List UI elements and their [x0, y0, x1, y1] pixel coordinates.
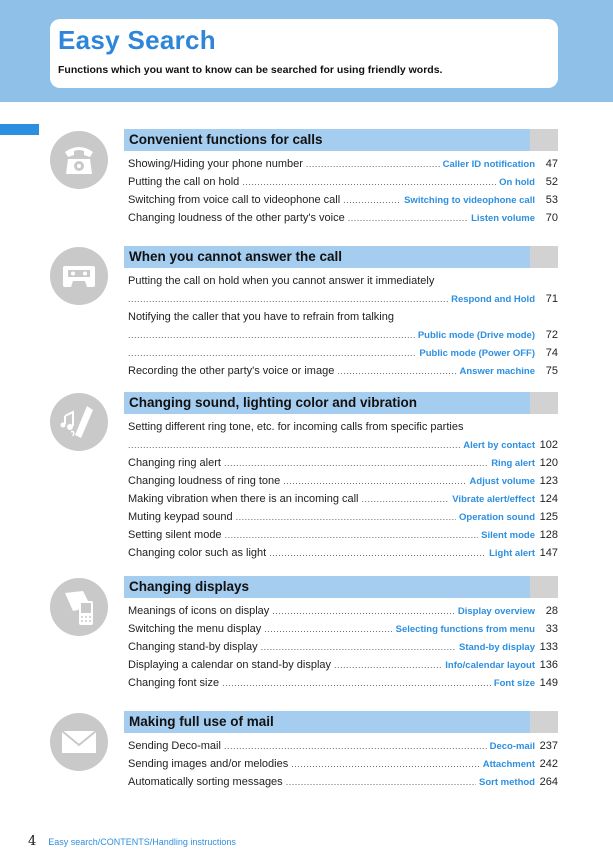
list-item-heading: Notifying the caller that you have to refrain from talking: [128, 311, 394, 323]
list-item[interactable]: Switching the menu display ..... Selecting functions from menu 33: [128, 620, 558, 638]
list-item[interactable]: Changing loudness of the other party's voice ..... Listen volume 70: [128, 209, 558, 227]
list-item[interactable]: Changing color such as light ..... Light alert 147: [128, 544, 558, 562]
list-item[interactable]: Setting silent mode ..... Silent mode 128: [128, 526, 558, 544]
list-item[interactable]: ..... Public mode (Power OFF) 74: [128, 344, 558, 362]
footer-text[interactable]: Easy search/CONTENTS/Handling instructions: [48, 837, 236, 847]
list-item[interactable]: Making vibration when there is an incoming call ..... Vibrate alert/effect 124: [128, 490, 558, 508]
list-item[interactable]: Changing stand-by display ..... Stand-by display 133: [128, 638, 558, 656]
phone-display-icon: [50, 578, 108, 636]
section-header: Making full use of mail: [124, 711, 558, 733]
list-item[interactable]: Switching from voice call to videophone call ..... Switching to videophone call 53: [128, 191, 558, 209]
list-item[interactable]: Sending Deco-mail ..... Deco-mail 237: [128, 737, 558, 755]
index-tab: [0, 124, 39, 135]
list-item[interactable]: Meanings of icons on display ..... Display overview 28: [128, 602, 558, 620]
telephone-icon: [50, 131, 108, 189]
page-title: Easy Search: [58, 25, 216, 55]
list-item[interactable]: ..... Public mode (Drive mode) 72: [128, 326, 558, 344]
envelope-icon: [50, 713, 108, 771]
list-item[interactable]: Muting keypad sound ..... Operation sound 125: [128, 508, 558, 526]
list-item-heading: Putting the call on hold when you cannot answer it immediately: [128, 275, 435, 287]
list-item[interactable]: Changing loudness of ring tone ..... Adjust volume 123: [128, 472, 558, 490]
list-item[interactable]: Showing/Hiding your phone number ..... Caller ID notification 47: [128, 155, 558, 173]
footer: [28, 834, 236, 849]
list-item[interactable]: Recording the other party's voice or image ..... Answer machine 75: [128, 362, 558, 380]
section-header: Changing displays: [124, 576, 558, 598]
list-item[interactable]: Sending images and/or melodies ..... Attachment 242: [128, 755, 558, 773]
page-number: 4: [28, 834, 37, 849]
section-header: Convenient functions for calls: [124, 129, 558, 151]
list-item[interactable]: Displaying a calendar on stand-by display ..... Info/calendar layout 136: [128, 656, 558, 674]
title-box: [50, 19, 558, 88]
cassette-tape-icon: [50, 247, 108, 305]
page-subtitle: Functions which you want to know can be searched for using friendly words.: [58, 64, 443, 76]
section-header: Changing sound, lighting color and vibration: [124, 392, 558, 414]
list-item[interactable]: Automatically sorting messages ..... Sort method 264: [128, 773, 558, 791]
list-item[interactable]: ..... Alert by contact 102: [128, 436, 558, 454]
list-item[interactable]: Putting the call on hold ..... On hold 52: [128, 173, 558, 191]
section-header: When you cannot answer the call: [124, 246, 558, 268]
list-item[interactable]: Changing font size ..... Font size 149: [128, 674, 558, 692]
list-item-heading: Setting different ring tone, etc. for incoming calls from specific parties: [128, 421, 464, 433]
list-item[interactable]: ..... Respond and Hold 71: [128, 290, 558, 308]
music-note-phone-icon: [50, 393, 108, 451]
list-item[interactable]: Changing ring alert ..... Ring alert 120: [128, 454, 558, 472]
